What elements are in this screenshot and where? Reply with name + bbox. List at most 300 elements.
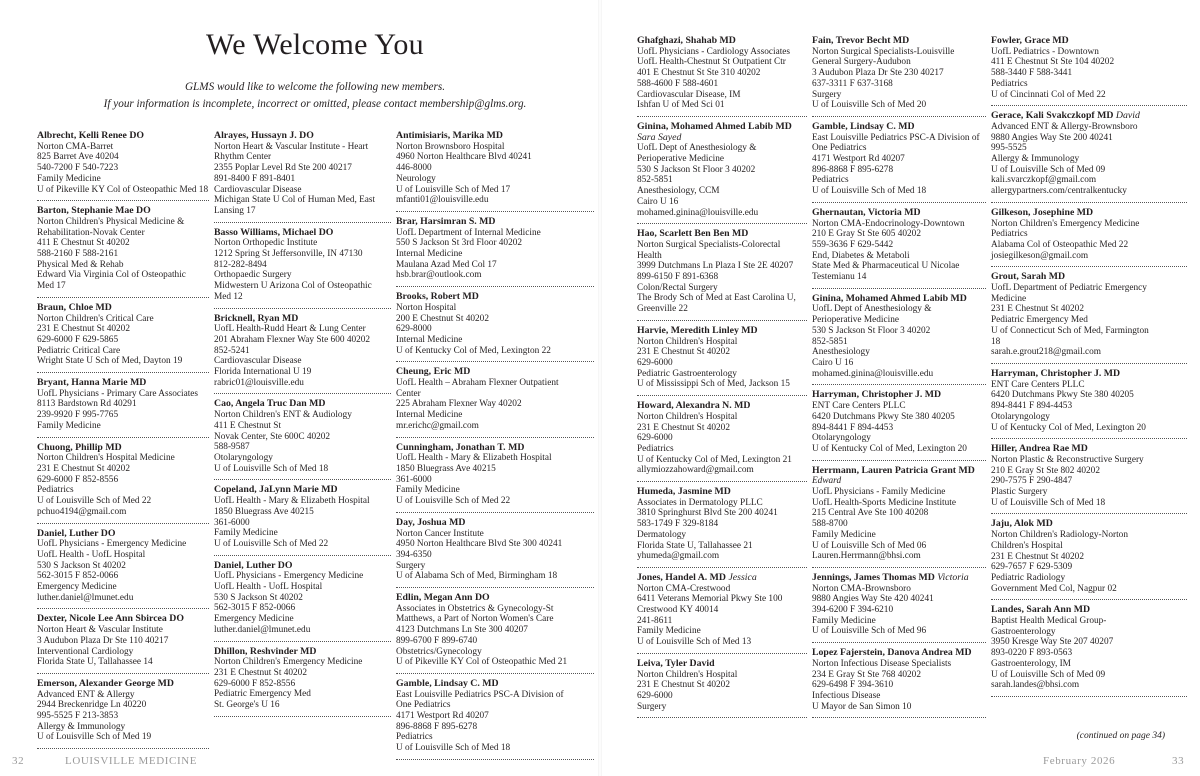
member-name-line bbox=[991, 444, 1187, 455]
member-detail: UofL Pediatrics - Downtown bbox=[991, 46, 1099, 57]
member-detail: 231 E Chestnut St 40202 bbox=[637, 422, 730, 433]
member-detail: 3950 Kresge Way Ste 207 40207 bbox=[991, 637, 1114, 648]
member-name-line bbox=[637, 487, 807, 498]
member-name: Brooks, Robert MD bbox=[396, 291, 479, 303]
member-contact-link[interactable]: kali.svarczkopf@gmail.com bbox=[991, 175, 1097, 186]
member-detail: Matthews, a Part of Norton Women's Care bbox=[396, 614, 554, 625]
member-detail: Health bbox=[637, 250, 662, 261]
member-detail: 896-8868 F 895-6278 bbox=[396, 721, 478, 732]
member-detail: UofL Health-Chestnut St Outpatient Ctr bbox=[637, 57, 786, 68]
member-detail: Norton Plastic & Reconstructive Surgery bbox=[991, 454, 1144, 465]
member-name-line bbox=[396, 292, 594, 303]
member-detail: Cairo U 16 bbox=[812, 357, 854, 368]
member-detail: 411 E Chestnut St Ste 104 40202 bbox=[991, 57, 1115, 68]
member-detail: 394-6350 bbox=[396, 549, 432, 560]
issue-date: February 2026 bbox=[1043, 755, 1116, 767]
member-detail: Florida International U 19 bbox=[214, 367, 312, 378]
member-name: Cunningham, Jonathan T. MD bbox=[396, 441, 525, 453]
member-name: Leiva, Tyler David bbox=[637, 657, 715, 669]
member-detail: Pediatric Gastroenterology bbox=[637, 368, 737, 379]
member-entry bbox=[396, 438, 594, 513]
member-detail: 3 Audubon Plaza Dr Ste 110 40217 bbox=[37, 635, 169, 646]
member-entry bbox=[637, 482, 807, 568]
member-detail: U of Louisville Sch of Med 13 bbox=[637, 637, 752, 648]
member-column-1 bbox=[37, 126, 209, 749]
member-name: Fain, Trevor Becht MD bbox=[812, 35, 910, 46]
member-detail: Associates in Obstetrics & Gynecology-St bbox=[396, 603, 554, 614]
member-detail: 562-3015 F 852-0066 bbox=[214, 603, 296, 614]
member-detail: Norton Surgical Specialists-Louisville bbox=[812, 46, 955, 57]
member-detail: 8113 Bardstown Rd 40291 bbox=[37, 399, 137, 410]
member-detail: Pediatric Critical Care bbox=[37, 345, 121, 356]
member-contact-link[interactable]: luther.daniel@lmunet.edu bbox=[214, 624, 311, 635]
member-contact-link[interactable]: allymiozzahoward@gmail.com bbox=[637, 465, 754, 476]
member-detail: Norton Infectious Disease Specialists bbox=[812, 658, 952, 669]
member-detail: U of Louisville Sch of Med 09 bbox=[991, 164, 1106, 175]
member-detail: Government Med Col, Nagpur 02 bbox=[991, 583, 1117, 594]
member-name: Jennings, James Thomas MD bbox=[812, 571, 935, 583]
member-entry bbox=[37, 126, 209, 201]
member-detail: Cardiovascular Disease bbox=[214, 356, 302, 367]
member-detail: Otolaryngology bbox=[214, 452, 273, 463]
member-detail: Cardiovascular Disease, IM bbox=[637, 89, 741, 100]
member-contact-link[interactable]: mohamed.ginina@louisville.edu bbox=[812, 368, 934, 379]
member-entry bbox=[37, 438, 209, 524]
member-name: Gamble, Lindsay C. MD bbox=[396, 677, 499, 689]
member-detail: Norton Children's Hospital bbox=[637, 411, 738, 422]
member-column-4 bbox=[637, 31, 807, 718]
member-detail: 1850 Bluegrass Ave 40215 bbox=[396, 463, 496, 474]
member-column-6 bbox=[991, 31, 1187, 697]
member-name: Jaju, Alok MD bbox=[991, 518, 1053, 530]
member-name: Emerson, Alexander George MD bbox=[37, 677, 174, 689]
member-detail: 3 Audubon Plaza Dr Ste 230 40217 bbox=[812, 68, 944, 79]
member-detail: Surgery bbox=[396, 560, 426, 571]
member-detail: ENT Care Centers PLLC bbox=[812, 401, 906, 412]
member-name-line bbox=[396, 443, 594, 454]
member-detail: 629-7657 F 629-5309 bbox=[991, 562, 1073, 573]
member-detail: 6411 Veterans Memorial Pkwy Ste 100 bbox=[637, 594, 783, 605]
member-detail: Lansing 17 bbox=[214, 205, 256, 216]
member-name-line bbox=[812, 390, 986, 401]
member-detail: 6420 Dutchmans Pkwy Ste 380 40205 bbox=[812, 411, 955, 422]
member-detail: Norton CMA-Endocrinology-Downtown bbox=[812, 218, 965, 229]
member-detail: Perioperative Medicine bbox=[637, 154, 724, 165]
member-column-5 bbox=[812, 31, 986, 718]
member-detail: Family Medicine bbox=[37, 173, 101, 184]
member-detail: One Pediatrics bbox=[396, 700, 451, 711]
member-detail: 891-8400 F 891-8401 bbox=[214, 173, 296, 184]
member-name: Antimisiaris, Marika MD bbox=[396, 130, 503, 141]
member-detail: U of Louisville Sch of Med 09 bbox=[991, 669, 1106, 680]
member-detail: 1212 Spring St Jeffersonville, IN 47130 bbox=[214, 249, 363, 260]
intro-contact-text: If your information is incomplete, incorrect or omitted, please contact membership@glms.org. bbox=[103, 98, 527, 110]
member-detail: Family Medicine bbox=[812, 529, 876, 540]
member-name: Chuong, Phillip MD bbox=[37, 441, 122, 453]
member-contact-link[interactable]: mfanti01@louisville.edu bbox=[396, 195, 489, 206]
member-detail: 852-5241 bbox=[214, 345, 250, 356]
member-detail: Norton Children's Critical Care bbox=[37, 313, 154, 324]
member-detail: Norton Brownsboro Hospital bbox=[396, 141, 505, 152]
member-name: Jones, Handel A. MD bbox=[637, 571, 726, 583]
member-detail: 231 E Chestnut St 40202 bbox=[637, 347, 730, 358]
member-entry bbox=[812, 568, 986, 643]
member-detail: 588-4600 F 588-4601 bbox=[637, 78, 719, 89]
member-detail: UofL Physicians - Emergency Medicine bbox=[214, 571, 364, 582]
member-detail: Internal Medicine bbox=[396, 410, 463, 421]
member-name: Bryant, Hanna Marie MD bbox=[37, 377, 147, 389]
member-detail: Surgery bbox=[812, 89, 842, 100]
member-name: Alrayes, Hussayn J. DO bbox=[214, 130, 314, 141]
member-detail: 225 Abraham Flexner Way 40202 bbox=[396, 399, 522, 410]
member-entry bbox=[637, 31, 807, 117]
member-entry bbox=[396, 126, 594, 212]
member-name-line bbox=[637, 573, 807, 584]
member-detail: Physical Med & Rehab bbox=[37, 259, 124, 270]
member-detail: 4123 Dutchmans Ln Ste 300 40207 bbox=[396, 625, 528, 636]
member-name-line bbox=[214, 561, 391, 572]
member-detail: 394-6200 F 394-6210 bbox=[812, 605, 894, 616]
member-entry bbox=[812, 31, 986, 117]
member-detail: 852-5851 bbox=[637, 175, 673, 186]
member-name: Humeda, Jasmine MD bbox=[637, 486, 731, 498]
member-detail: Colon/Rectal Surgery bbox=[637, 282, 718, 293]
member-detail: Plastic Surgery bbox=[991, 487, 1048, 498]
member-detail: Maulana Azad Med Col 17 bbox=[396, 259, 497, 270]
member-detail: UofL Physicians - Emergency Medicine bbox=[37, 539, 187, 550]
member-detail: 231 E Chestnut St 40202 bbox=[214, 667, 307, 678]
member-detail: Norton Children's Physical Medicine & bbox=[37, 216, 185, 227]
member-contact-link[interactable]: luther.daniel@lmunet.edu bbox=[37, 592, 134, 603]
member-entry bbox=[991, 31, 1187, 106]
member-contact-link[interactable]: josiegilkeson@gmail.com bbox=[991, 250, 1089, 261]
member-detail: Crestwood KY 40014 bbox=[637, 605, 719, 616]
member-entry bbox=[637, 321, 807, 396]
member-detail: 9880 Angies Way Ste 420 40241 bbox=[812, 594, 934, 605]
member-contact-link[interactable]: hsb.brar@outlook.com bbox=[396, 270, 482, 281]
member-name-line bbox=[396, 679, 594, 690]
member-detail: UofL Health-Sports Medicine Institute bbox=[812, 497, 956, 508]
member-detail: 995-5525 F 213-3853 bbox=[37, 711, 119, 722]
member-name: Dhillon, Reshvinder MD bbox=[214, 645, 317, 657]
member-detail: U of Louisville Sch of Med 22 bbox=[396, 496, 511, 507]
member-detail: U of Louisville Sch of Med 96 bbox=[812, 626, 927, 637]
member-detail: Family Medicine bbox=[396, 485, 460, 496]
member-detail: U of Pikeville KY Col of Osteopathic Med 21 bbox=[396, 657, 568, 668]
member-detail: U of Louisville Sch of Med 18 bbox=[991, 497, 1106, 508]
member-name-line bbox=[396, 518, 594, 529]
left-page-number: 32 bbox=[12, 755, 25, 767]
member-name-line bbox=[812, 648, 986, 659]
member-detail: 530 S Jackson St 40202 bbox=[37, 560, 126, 571]
member-entry bbox=[396, 362, 594, 437]
member-detail: 588-9587 bbox=[214, 442, 250, 453]
member-column-3 bbox=[396, 126, 594, 760]
member-entry bbox=[812, 117, 986, 203]
member-detail: 530 S Jackson St Floor 3 40202 bbox=[637, 164, 756, 175]
member-detail: 4171 Westport Rd 40207 bbox=[812, 154, 905, 165]
member-name: Gilkeson, Josephine MD bbox=[991, 206, 1094, 218]
member-detail: 629-6000 F 852-8556 bbox=[37, 474, 119, 485]
member-detail: 231 E Chestnut St 40202 bbox=[991, 551, 1084, 562]
member-detail: 825 Barret Ave 40204 bbox=[37, 152, 119, 163]
member-name: Ginina, Mohamed Ahmed Labib MD bbox=[812, 292, 967, 304]
member-detail: Family Medicine bbox=[37, 420, 101, 431]
member-entry bbox=[637, 224, 807, 321]
member-name: Harryman, Christopher J. MD bbox=[812, 389, 942, 401]
member-detail: Orthopaedic Surgery bbox=[214, 270, 292, 281]
member-name-line bbox=[214, 314, 391, 325]
member-detail: 215 Central Ave Ste 100 40208 bbox=[812, 508, 929, 519]
member-name-line bbox=[396, 593, 594, 604]
member-entry bbox=[812, 385, 986, 460]
member-entry bbox=[812, 643, 986, 718]
member-detail: 1850 Bluegrass Ave 40215 bbox=[214, 506, 314, 517]
member-name-line bbox=[812, 294, 986, 305]
member-detail: 637-3311 F 637-3168 bbox=[812, 78, 893, 89]
member-detail: Anesthesiology bbox=[812, 347, 870, 358]
member-detail: U of Kentucky Col of Med, Lexington 21 bbox=[637, 454, 792, 465]
member-detail: Emergency Medicine bbox=[214, 614, 294, 625]
member-detail: Associates in Dermatology PLLC bbox=[637, 497, 763, 508]
member-detail: Norton Children's Radiology-Norton bbox=[991, 530, 1128, 541]
member-detail: U Mayor de San Simon 10 bbox=[812, 701, 912, 712]
member-detail: Med 17 bbox=[37, 281, 66, 292]
member-detail: Pediatric Emergency Med bbox=[991, 315, 1088, 326]
member-entry bbox=[637, 396, 807, 482]
member-name-line bbox=[214, 485, 391, 496]
member-name-line bbox=[991, 605, 1187, 616]
member-name: Grout, Sarah MD bbox=[991, 271, 1066, 283]
member-entry bbox=[214, 642, 391, 717]
member-detail: UofL Health - UofL Hospital bbox=[37, 549, 146, 560]
member-name-line bbox=[214, 228, 391, 239]
member-contact-link[interactable]: pchuo4194@gmail.com bbox=[37, 506, 127, 517]
member-detail: 3810 Springhurst Blvd Ste 200 40241 bbox=[637, 508, 778, 519]
member-name-line bbox=[396, 367, 594, 378]
member-detail: Interventional Cardiology bbox=[37, 646, 134, 657]
member-detail: 588-2160 F 588-2161 bbox=[37, 249, 119, 260]
member-contact-link[interactable]: sarah.e.grout218@gmail.com bbox=[991, 347, 1102, 358]
member-detail: The Brody Sch of Med at East Carolina U, bbox=[637, 293, 796, 304]
member-detail: Otolaryngology bbox=[991, 411, 1050, 422]
member-detail: Infectious Disease bbox=[812, 690, 881, 701]
member-contact-link[interactable]: Lauren.Herrmann@bhsi.com bbox=[812, 551, 921, 562]
member-detail: Norton Children's Emergency Medicine bbox=[991, 218, 1140, 229]
member-detail: Surgery bbox=[637, 701, 667, 712]
member-entry bbox=[214, 394, 391, 480]
member-detail: 629-6000 bbox=[637, 690, 673, 701]
member-entry bbox=[991, 267, 1187, 364]
member-detail: Rhythm Center bbox=[214, 152, 272, 163]
member-detail: End, Diabetes & Metaboli bbox=[812, 250, 910, 261]
member-name: Howard, Alexandra N. MD bbox=[637, 400, 751, 412]
member-entry bbox=[37, 524, 209, 610]
page-gutter bbox=[598, 0, 602, 776]
member-detail: UofL Department of Internal Medicine bbox=[396, 227, 541, 238]
member-name-line bbox=[637, 122, 807, 143]
member-detail: 629-8000 bbox=[396, 324, 432, 335]
member-name-line bbox=[991, 208, 1187, 219]
member-name: Edlin, Megan Ann DO bbox=[396, 592, 490, 604]
member-detail: Internal Medicine bbox=[396, 334, 463, 345]
member-detail: Pediatrics bbox=[637, 443, 674, 454]
member-detail: Pediatrics bbox=[396, 732, 433, 743]
member-detail: Internal Medicine bbox=[396, 249, 463, 260]
member-contact-link[interactable]: sarah.landes@bhsi.com bbox=[991, 680, 1080, 691]
member-spouse: Jessica bbox=[728, 571, 757, 583]
member-name-line bbox=[991, 519, 1187, 530]
member-name-line bbox=[812, 208, 986, 219]
member-detail: 234 E Gray St Ste 768 40202 bbox=[812, 669, 921, 680]
member-detail: ENT Care Centers PLLC bbox=[991, 379, 1085, 390]
member-name-line bbox=[37, 614, 209, 625]
member-detail: 361-6000 bbox=[396, 474, 432, 485]
member-detail: Emergency Medicine bbox=[37, 582, 117, 593]
member-detail: Pediatrics bbox=[37, 485, 74, 496]
member-entry bbox=[214, 126, 391, 223]
member-detail: 995-5525 bbox=[991, 143, 1027, 154]
member-name-line bbox=[637, 36, 807, 47]
member-detail: 241-8611 bbox=[637, 615, 673, 626]
member-detail: UofL Physicians - Cardiology Associates bbox=[637, 46, 791, 57]
member-name: Harvie, Meredith Linley MD bbox=[637, 324, 758, 336]
member-detail: 210 E Gray St Ste 802 40202 bbox=[991, 465, 1100, 476]
member-detail: UofL Health - Mary & Elizabeth Hospital bbox=[214, 496, 370, 507]
member-name-line bbox=[396, 131, 594, 142]
member-detail: 559-3636 F 629-5442 bbox=[812, 239, 894, 250]
member-contact-link[interactable]: mohamed.ginina@louisville.edu bbox=[637, 207, 759, 218]
member-detail: 411 E Chestnut St 40202 bbox=[37, 238, 130, 249]
member-detail: Norton Children's Hospital bbox=[637, 669, 738, 680]
member-detail: Norton Hospital bbox=[396, 302, 457, 313]
member-detail: Advanced ENT & Allergy bbox=[37, 689, 135, 700]
member-detail: 4960 Norton Healthcare Blvd 40241 bbox=[396, 152, 532, 163]
member-detail: State Med & Pharmaceutical U Nicolae bbox=[812, 261, 960, 272]
member-detail: U of Louisville Sch of Med 20 bbox=[812, 100, 927, 111]
member-detail: Allergy & Immunology bbox=[37, 721, 126, 732]
member-detail: 530 S Jackson St 40202 bbox=[214, 592, 303, 603]
member-entry bbox=[37, 298, 209, 373]
member-entry bbox=[214, 556, 391, 642]
member-name: Day, Joshua MD bbox=[396, 516, 466, 528]
member-detail: Florida State U, Tallahassee 21 bbox=[637, 540, 753, 551]
member-detail: 239-9920 F 995-7765 bbox=[37, 410, 119, 421]
member-detail: 18 bbox=[991, 336, 1001, 347]
member-detail: St. George's U 16 bbox=[214, 700, 280, 711]
member-detail: 893-0220 F 893-0563 bbox=[991, 648, 1073, 659]
member-detail: Cardiovascular Disease bbox=[214, 184, 302, 195]
member-detail: 894-8441 F 894-4453 bbox=[812, 422, 894, 433]
member-entry bbox=[991, 203, 1187, 268]
right-page-number: 33 bbox=[1172, 755, 1185, 767]
member-entry bbox=[37, 373, 209, 438]
member-name: Hao, Scarlett Ben Ben MD bbox=[637, 228, 749, 240]
member-detail: East Louisville Pediatrics PSC-A Division of bbox=[812, 132, 980, 143]
member-detail: Otolaryngology bbox=[812, 433, 871, 444]
member-contact-link[interactable]: allergypartners.com/centralkentucky bbox=[991, 186, 1127, 197]
member-detail: Children's Hospital bbox=[991, 540, 1063, 551]
member-detail: 550 S Jackson St 3rd Floor 40202 bbox=[396, 238, 523, 249]
member-detail: Center bbox=[396, 388, 421, 399]
member-detail: Pediatric Radiology bbox=[991, 572, 1066, 583]
member-detail: U of Louisville Sch of Med 19 bbox=[37, 732, 152, 743]
member-detail: Norton Surgical Specialists-Colorectal bbox=[637, 239, 781, 250]
member-detail: Norton CMA-Brownsboro bbox=[812, 583, 911, 594]
member-name: Daniel, Luther DO bbox=[37, 527, 116, 539]
member-detail: 201 Abraham Flexner Way Ste 600 40202 bbox=[214, 334, 371, 345]
member-name-line bbox=[396, 217, 594, 228]
member-detail: 896-8868 F 895-6278 bbox=[812, 164, 894, 175]
member-detail: UofL Health - Mary & Elizabeth Hospital bbox=[396, 453, 552, 464]
member-detail: U of Pikeville KY Col of Osteopathic Med 18 bbox=[37, 184, 209, 195]
member-name-line bbox=[37, 131, 209, 142]
member-detail: UofL Dept of Anesthesiology & bbox=[637, 143, 757, 154]
member-name-line bbox=[37, 679, 209, 690]
member-name: Harryman, Christopher J. MD bbox=[991, 367, 1121, 379]
member-spouse: Edward bbox=[812, 476, 842, 487]
member-detail: UofL Health – Abraham Flexner Outpatient bbox=[396, 378, 559, 389]
member-detail: 9880 Angies Way Ste 200 40241 bbox=[991, 132, 1113, 143]
member-detail: Pediatric Emergency Med bbox=[214, 689, 311, 700]
publication-name: LOUISVILLE MEDICINE bbox=[65, 755, 198, 767]
member-detail: Norton Children's Emergency Medicine bbox=[214, 657, 363, 668]
member-detail: U of Kentucky Col of Med, Lexington 20 bbox=[991, 422, 1146, 433]
member-contact-link[interactable]: rabric01@louisville.edu bbox=[214, 377, 304, 388]
member-detail: 4171 Westport Rd 40207 bbox=[396, 711, 489, 722]
member-contact-link[interactable]: yhumeda@gmail.com bbox=[637, 551, 720, 562]
member-detail: U of Louisville Sch of Med 22 bbox=[37, 496, 152, 507]
member-detail: 629-6000 bbox=[637, 433, 673, 444]
member-detail: 583-1749 F 329-8184 bbox=[637, 519, 719, 530]
member-name: Herrmann, Lauren Patricia Grant MD bbox=[812, 464, 975, 476]
member-detail: 411 E Chestnut St bbox=[214, 420, 282, 431]
member-name-line bbox=[214, 647, 391, 658]
member-spouse: David bbox=[1115, 110, 1140, 122]
member-entry bbox=[396, 212, 594, 287]
member-detail: Gastroenterology, IM bbox=[991, 658, 1071, 669]
member-entry bbox=[214, 480, 391, 555]
member-detail: One Pediatrics bbox=[812, 143, 867, 154]
member-detail: Florida State U, Tallahassee 14 bbox=[37, 657, 153, 668]
page-title: We Welcome You bbox=[206, 28, 424, 61]
member-detail: 588-8700 bbox=[812, 519, 848, 530]
member-detail: Cairo U 16 bbox=[637, 196, 679, 207]
member-detail: 2944 Breckenridge Ln 40220 bbox=[37, 700, 147, 711]
member-detail: Michigan State U Col of Human Med, East bbox=[214, 195, 376, 206]
member-detail: Advanced ENT & Allergy-Brownsboro bbox=[991, 121, 1138, 132]
member-detail: UofL Health - UofL Hospital bbox=[214, 582, 323, 593]
member-contact-link[interactable]: mr.erichc@gmail.com bbox=[396, 420, 479, 431]
member-name: Hiller, Andrea Rae MD bbox=[991, 443, 1088, 455]
member-name-line bbox=[214, 131, 391, 142]
member-detail: 231 E Chestnut St 40202 bbox=[637, 680, 730, 691]
member-entry bbox=[37, 201, 209, 298]
member-entry bbox=[637, 654, 807, 719]
member-name-line bbox=[37, 529, 209, 540]
member-detail: U of Louisville Sch of Med 18 bbox=[396, 743, 511, 754]
member-detail: UofL Department of Pediatric Emergency bbox=[991, 283, 1147, 294]
continued-note: (continued on page 34) bbox=[1076, 731, 1165, 741]
member-detail: Family Medicine bbox=[637, 626, 701, 637]
member-detail: 530 S Jackson St Floor 3 40202 bbox=[812, 325, 931, 336]
member-entry bbox=[812, 289, 986, 386]
member-detail: U of Louisville Sch of Med 22 bbox=[214, 538, 329, 549]
member-detail: U of Mississippi Sch of Med, Jackson 15 bbox=[637, 379, 790, 390]
member-detail: Norton CMA-Crestwood bbox=[637, 583, 731, 594]
member-name: Fowler, Grace MD bbox=[991, 35, 1069, 46]
member-name-line bbox=[991, 369, 1187, 380]
